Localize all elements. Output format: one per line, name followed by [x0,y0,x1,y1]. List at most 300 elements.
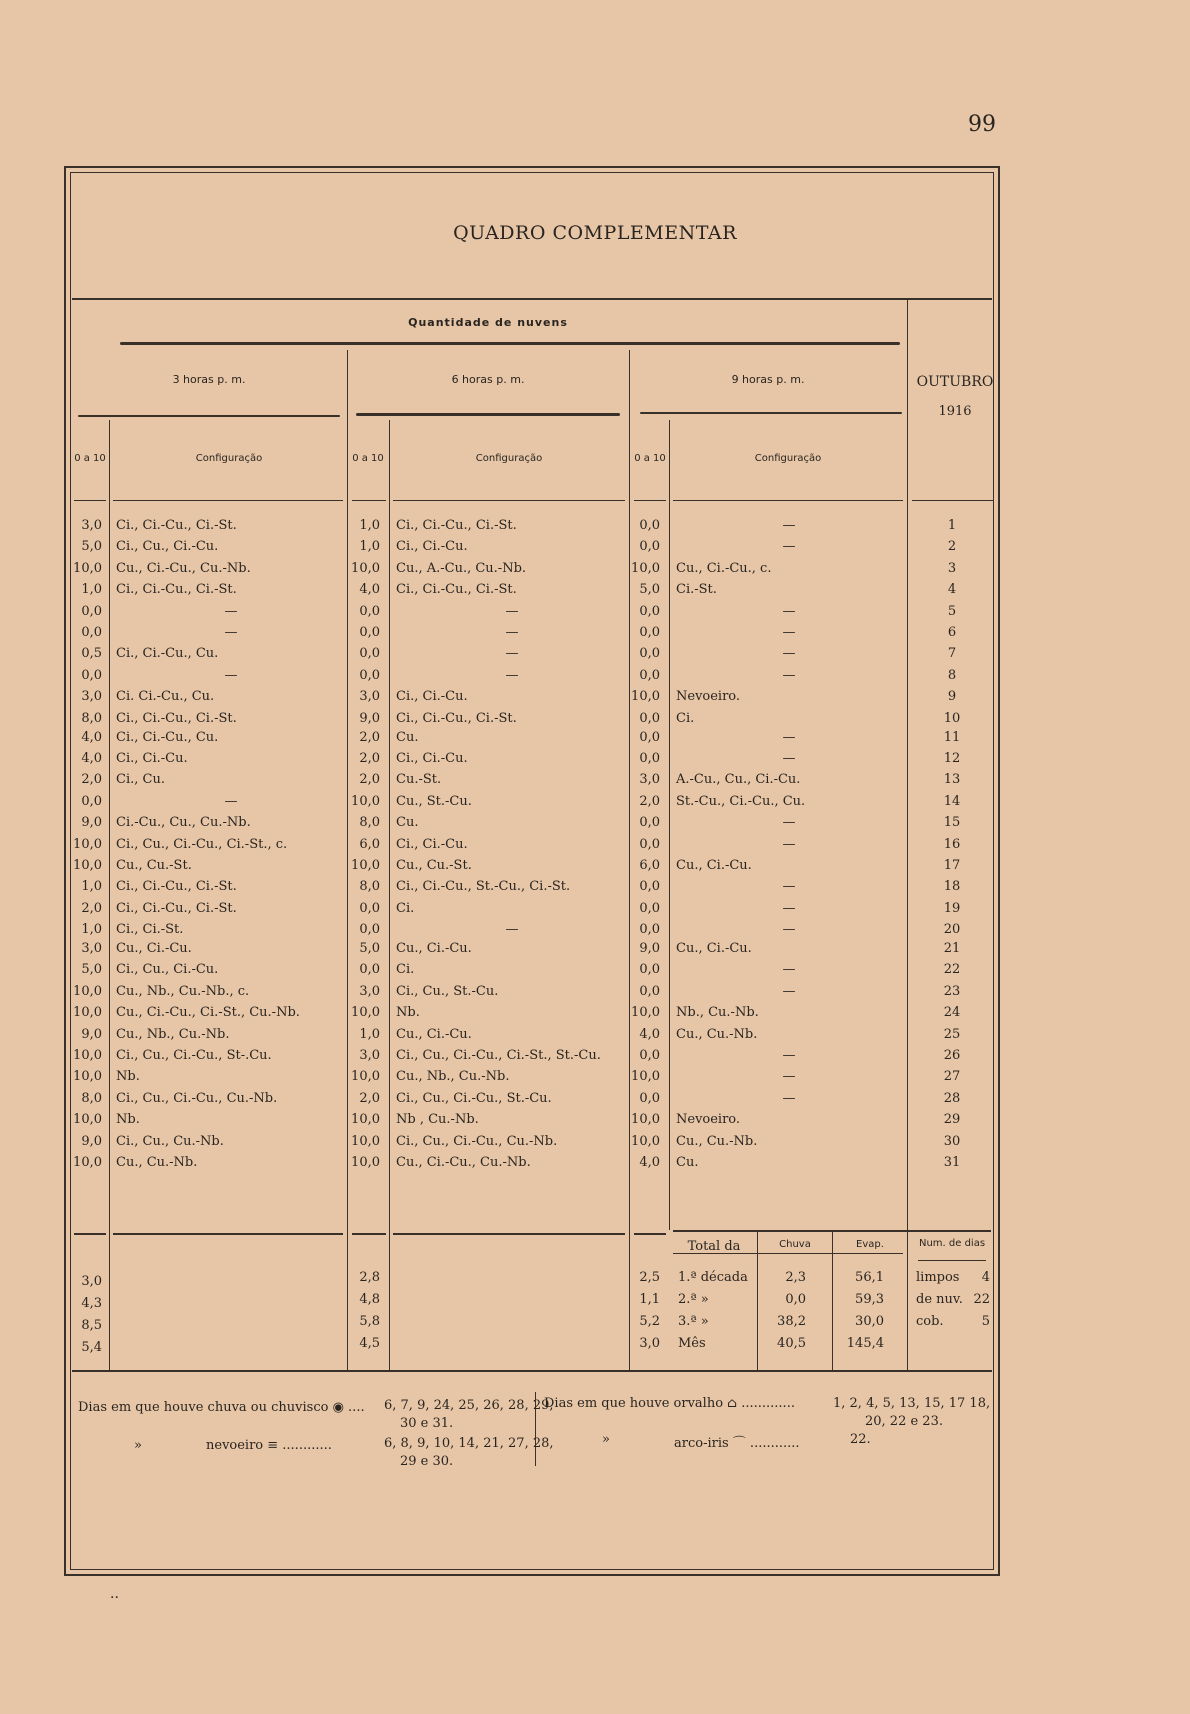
config-9pm: A.-Cu., Cu., Ci.-Cu. [676,772,801,788]
day-number: 10 [943,710,961,726]
config-9pm: — [782,879,796,895]
config-9pm: St.-Cu., Ci.-Cu., Cu. [676,793,806,809]
amount-6pm: 1,0 [359,539,380,555]
amount-3pm: 1,0 [81,922,102,938]
year-header: 1916 [938,404,972,419]
summary-6pm: 4,8 [359,1292,380,1307]
amount-9pm: 0,0 [639,879,660,895]
header-6pm: 6 horas p. m. [451,373,525,386]
summary-chuva: 2,3 [785,1270,806,1285]
day-number: 18 [943,879,961,895]
config-3pm: Cu., Cu.-Nb. [116,1155,198,1170]
summary-dias-count: 4 [981,1270,990,1285]
subhead-rule [74,500,106,501]
config-9pm: Nevoeiro. [676,689,741,705]
sub-amount-2: 0 a 10 [352,453,384,464]
amount-3pm: 9,0 [81,1026,102,1042]
table-title: QUADRO COMPLEMENTAR [453,222,737,244]
amount-9pm: 0,0 [639,1090,660,1106]
day-number: 22 [943,962,961,978]
summary-dias-label: limpos [916,1270,960,1285]
amount-3pm: 5,0 [81,539,102,555]
col-divider [109,420,110,1370]
config-6pm: Cu. [396,729,419,745]
amount-3pm: 4,0 [81,750,102,766]
amount-9pm: 10,0 [631,1112,660,1128]
col-divider [907,300,908,1370]
page-number: 99 [968,112,996,137]
day-number: 8 [947,667,957,683]
config-3pm: Cu., Nb., Cu.-Nb., c. [116,983,250,999]
amount-6pm: 3,0 [359,1048,380,1063]
day-number: 30 [943,1133,961,1149]
day-number: 9 [947,689,957,705]
config-3pm: Ci., Cu., Cu.-Nb. [116,1133,224,1149]
summary-chuva: 38,2 [777,1314,806,1329]
dias-header: Num. de dias [918,1238,986,1249]
summary-chuva: 40,5 [777,1336,806,1351]
amount-6pm: 3,0 [359,983,380,999]
day-number: 16 [943,836,961,852]
config-3pm: Ci., Ci.-St. [116,922,184,938]
config-3pm: Cu., Ci.-Cu., Cu.-Nb. [116,560,251,576]
amount-6pm: 8,0 [359,815,380,831]
config-9pm: Cu., Ci.-Cu. [676,941,752,956]
sub-config-1: Configuração [195,453,263,464]
config-6pm: Ci. [396,962,415,978]
summary-evap: 30,0 [855,1314,884,1329]
subhead-rule [634,500,666,501]
amount-6pm: 10,0 [351,1133,380,1149]
summary-rule [74,1233,106,1235]
config-9pm: — [782,539,796,555]
config-9pm: — [782,729,796,745]
config-3pm: Ci., Cu., Ci.-Cu., Cu.-Nb. [116,1090,278,1106]
config-9pm: — [782,900,796,916]
day-number: 13 [943,772,961,788]
amount-3pm: 3,0 [81,689,102,705]
amount-3pm: 3,0 [81,518,102,533]
subhead-rule [393,500,625,501]
config-9pm: Cu., Cu.-Nb. [676,1133,758,1149]
config-6pm: Ci., Ci.-Cu., Ci.-St. [396,582,517,598]
config-6pm: Cu., Ci.-Cu. [396,941,472,956]
config-6pm: Ci., Ci.-Cu., Ci.-St. [396,518,517,533]
fog-prefix: » [134,1438,142,1453]
config-3pm: Ci., Ci.-Cu., Ci.-St. [116,900,237,916]
summary-3pm: 5,4 [81,1340,102,1355]
config-6pm: Nb , Cu.-Nb. [396,1112,479,1128]
amount-6pm: 0,0 [359,922,380,938]
amount-6pm: 2,0 [359,729,380,745]
day-number: 21 [943,941,961,956]
amount-6pm: 9,0 [359,710,380,726]
col-divider [669,420,670,1230]
config-6pm: Ci., Cu., Ci.-Cu., Ci.-St., St.-Cu. [396,1048,601,1063]
config-3pm: Ci., Ci.-Cu., Ci.-St. [116,582,237,598]
group-brace [120,342,900,345]
rainbow-days-values: 22. [850,1432,871,1447]
fog-days-values: 6, 8, 9, 10, 14, 21, 27, 28, [384,1436,554,1451]
config-9pm: — [782,836,796,852]
config-6pm: Ci., Ci.-Cu. [396,836,468,852]
config-6pm: — [505,922,519,938]
config-6pm: Ci., Ci.-Cu., St.-Cu., Ci.-St. [396,879,571,895]
summary-rule [634,1233,666,1235]
page-mark: ·· [110,1590,119,1606]
amount-6pm: 10,0 [351,1005,380,1021]
config-3pm: Nb. [116,1112,140,1128]
config-3pm: Ci., Cu., Ci.-Cu. [116,539,219,555]
sub-amount-1: 0 a 10 [74,453,106,464]
header-9pm: 9 horas p. m. [731,373,805,386]
amount-6pm: 0,0 [359,646,380,662]
config-9pm: — [782,922,796,938]
config-6pm: Cu., Nb., Cu.-Nb. [396,1069,510,1085]
amount-3pm: 1,0 [81,879,102,895]
amount-3pm: 10,0 [73,836,102,852]
config-6pm: Cu., St.-Cu. [396,793,472,809]
amount-9pm: 0,0 [639,836,660,852]
amount-9pm: 10,0 [631,1005,660,1021]
amount-9pm: 0,0 [639,667,660,683]
day-number: 15 [943,815,961,831]
day-number: 23 [943,983,961,999]
amount-9pm: 3,0 [639,772,660,788]
amount-3pm: 1,0 [81,582,102,598]
config-3pm: Cu., Ci.-Cu. [116,941,192,956]
config-9pm: Ci. [676,710,695,726]
config-3pm: Ci. Ci.-Cu., Cu. [116,689,215,705]
config-3pm: Ci.-Cu., Cu., Cu.-Nb. [116,815,251,831]
config-3pm: Ci., Ci.-Cu., Ci.-St. [116,518,237,533]
config-9pm: — [782,667,796,683]
summary-9pm: 1,1 [639,1292,660,1307]
amount-9pm: 10,0 [631,1069,660,1085]
day-number: 12 [943,750,961,766]
config-9pm: Nevoeiro. [676,1112,741,1128]
month-header: OUTUBRO [916,374,994,390]
amount-6pm: 10,0 [351,793,380,809]
total-header: Total da [687,1239,741,1254]
summary-6pm: 4,5 [359,1336,380,1351]
summary-divider [832,1230,833,1370]
col-divider [389,420,390,1370]
group-header: Quantidade de nuvens [408,316,568,329]
summary-rule [352,1233,386,1235]
col-divider [347,350,348,1370]
dew-days-values: 1, 2, 4, 5, 13, 15, 17 18, [833,1396,991,1411]
amount-6pm: 10,0 [351,1155,380,1170]
dew-days-label: Dias em que houve orvalho ⌂ ............. [544,1396,795,1411]
summary-3pm: 8,5 [81,1318,102,1333]
config-9pm: — [782,962,796,978]
config-9pm: Cu., Ci.-Cu. [676,857,752,873]
config-9pm: — [782,815,796,831]
amount-3pm: 10,0 [73,1069,102,1085]
amount-9pm: 4,0 [639,1026,660,1042]
brace-9pm [640,412,902,414]
day-number: 14 [943,793,961,809]
amount-3pm: 5,0 [81,962,102,978]
amount-3pm: 10,0 [73,1005,102,1021]
day-number: 1 [947,518,957,533]
amount-9pm: 9,0 [639,941,660,956]
amount-6pm: 6,0 [359,836,380,852]
summary-period-label: Mês [678,1336,706,1351]
config-9pm: Nb., Cu.-Nb. [676,1005,759,1021]
amount-3pm: 10,0 [73,560,102,576]
config-3pm: Cu., Cu.-St. [116,857,192,873]
config-6pm: Cu., A.-Cu., Cu.-Nb. [396,560,527,576]
config-6pm: Ci., Ci.-Cu. [396,750,468,766]
config-3pm: — [224,667,238,683]
config-3pm: Ci., Ci.-Cu., Cu. [116,729,219,745]
amount-6pm: 0,0 [359,667,380,683]
config-6pm: Cu., Cu.-St. [396,857,472,873]
amount-9pm: 6,0 [639,857,660,873]
amount-6pm: 1,0 [359,1026,380,1042]
summary-period-label: 2.ª » [678,1292,709,1307]
summary-rule [393,1233,625,1235]
amount-3pm: 10,0 [73,857,102,873]
day-number: 29 [943,1112,961,1128]
config-3pm: Ci., Cu., Ci.-Cu., Ci.-St., c. [116,836,288,852]
amount-6pm: 0,0 [359,900,380,916]
amount-6pm: 10,0 [351,1069,380,1085]
day-number: 24 [943,1005,961,1021]
summary-dias-label: de nuv. [916,1292,963,1307]
config-3pm: — [224,603,238,619]
config-9pm: Cu., Ci.-Cu., c. [676,560,772,576]
config-9pm: — [782,1090,796,1106]
amount-3pm: 4,0 [81,729,102,745]
summary-3pm: 4,3 [81,1296,102,1311]
amount-9pm: 0,0 [639,1048,660,1063]
sub-config-2: Configuração [475,453,543,464]
chuva-header: Chuva [779,1239,811,1250]
amount-3pm: 10,0 [73,1112,102,1128]
amount-3pm: 9,0 [81,1133,102,1149]
brace-3pm [78,415,340,417]
config-9pm: Ci.-St. [676,582,717,598]
summary-9pm: 5,2 [639,1314,660,1329]
amount-6pm: 0,0 [359,625,380,640]
amount-9pm: 0,0 [639,962,660,978]
brace-6pm [356,413,620,416]
summary-9pm: 3,0 [639,1336,660,1351]
day-number: 4 [947,582,957,598]
summary-divider [757,1230,758,1370]
dew-days-values-cont: 20, 22 e 23. [865,1414,943,1429]
config-9pm: — [782,625,796,640]
summary-evap: 145,4 [846,1336,884,1351]
day-number: 5 [947,603,957,619]
amount-9pm: 0,0 [639,603,660,619]
config-9pm: — [782,603,796,619]
header-top-rule [72,298,992,300]
amount-6pm: 5,0 [359,941,380,956]
day-number: 27 [943,1069,961,1085]
config-6pm: Ci., Cu., St.-Cu. [396,983,499,999]
amount-3pm: 2,0 [81,900,102,916]
amount-9pm: 4,0 [639,1155,660,1170]
config-9pm: — [782,646,796,662]
config-9pm: — [782,750,796,766]
config-3pm: Ci., Ci.-Cu., Ci.-St. [116,710,237,726]
amount-3pm: 3,0 [81,941,102,956]
config-3pm: Ci., Cu., Ci.-Cu., St-.Cu. [116,1048,272,1063]
config-6pm: Cu., Ci.-Cu., Cu.-Nb. [396,1155,531,1170]
day-number: 6 [947,625,957,640]
fog-days-label: nevoeiro ≡ ............ [206,1438,332,1453]
amount-6pm: 4,0 [359,582,380,598]
amount-3pm: 8,0 [81,1090,102,1106]
summary-period-label: 1.ª década [678,1270,748,1285]
amount-6pm: 2,0 [359,750,380,766]
amount-9pm: 10,0 [631,1133,660,1149]
amount-6pm: 0,0 [359,962,380,978]
config-9pm: Cu. [676,1155,699,1170]
day-number: 28 [943,1090,961,1106]
summary-6pm: 2,8 [359,1270,380,1285]
amount-3pm: 10,0 [73,1048,102,1063]
day-number: 2 [947,539,957,555]
amount-6pm: 2,0 [359,1090,380,1106]
amount-3pm: 0,0 [81,603,102,619]
config-6pm: Ci., Ci.-Cu. [396,539,468,555]
rainbow-days-label: arco-iris ⌒ ............ [674,1436,800,1451]
amount-3pm: 0,0 [81,793,102,809]
subhead-rule [113,500,343,501]
amount-9pm: 0,0 [639,625,660,640]
amount-9pm: 0,0 [639,539,660,555]
config-6pm: Ci., Ci.-Cu. [396,689,468,705]
day-number: 7 [947,646,957,662]
config-3pm: Ci., Cu. [116,772,165,788]
amount-9pm: 0,0 [639,646,660,662]
config-3pm: Ci., Ci.-Cu. [116,750,188,766]
amount-6pm: 10,0 [351,857,380,873]
amount-9pm: 0,0 [639,710,660,726]
amount-3pm: 0,0 [81,625,102,640]
config-6pm: Ci. [396,900,415,916]
summary-period-label: 3.ª » [678,1314,709,1329]
rain-days-values: 6, 7, 9, 24, 25, 26, 28, 29, [384,1398,554,1413]
config-3pm: Ci., Cu., Ci.-Cu. [116,962,219,978]
config-3pm: Cu., Ci.-Cu., Ci.-St., Cu.-Nb. [116,1005,300,1021]
amount-9pm: 0,0 [639,900,660,916]
amount-6pm: 1,0 [359,518,380,533]
fog-days-values-cont: 29 e 30. [400,1454,454,1469]
amount-9pm: 10,0 [631,560,660,576]
rain-days-label: Dias em que houve chuva ou chuvisco ◉ .... [78,1400,365,1415]
config-6pm: Ci., Cu., Ci.-Cu., St.-Cu. [396,1090,552,1106]
day-number: 25 [943,1026,961,1042]
config-9pm: Cu., Cu.-Nb. [676,1026,758,1042]
amount-9pm: 0,0 [639,750,660,766]
subhead-rule [912,500,994,501]
day-number: 3 [947,560,957,576]
config-6pm: — [505,625,519,640]
config-6pm: Nb. [396,1005,420,1021]
summary-evap: 56,1 [855,1270,884,1285]
day-number: 17 [943,857,961,873]
amount-9pm: 0,0 [639,922,660,938]
summary-rule [113,1233,343,1235]
day-number: 26 [943,1048,961,1063]
config-3pm: Ci., Ci.-Cu., Cu. [116,646,219,662]
sub-config-3: Configuração [754,453,822,464]
header-3pm: 3 horas p. m. [172,373,246,386]
amount-3pm: 9,0 [81,815,102,831]
summary-6pm: 5,8 [359,1314,380,1329]
amount-3pm: 10,0 [73,1155,102,1170]
dias-header-rule [918,1260,986,1261]
day-number: 31 [943,1155,961,1170]
config-6pm: Cu., Ci.-Cu. [396,1026,472,1042]
amount-9pm: 10,0 [631,689,660,705]
amount-3pm: 2,0 [81,772,102,788]
table-bottom-rule [72,1370,992,1372]
amount-6pm: 10,0 [351,1112,380,1128]
summary-dias-label: cob. [916,1314,944,1329]
amount-6pm: 0,0 [359,603,380,619]
config-3pm: Ci., Ci.-Cu., Ci.-St. [116,879,237,895]
config-9pm: — [782,518,796,533]
amount-3pm: 10,0 [73,983,102,999]
amount-9pm: 0,0 [639,518,660,533]
config-9pm: — [782,1048,796,1063]
config-6pm: — [505,646,519,662]
summary-evap: 59,3 [855,1292,884,1307]
config-6pm: Cu.-St. [396,772,442,788]
amount-6pm: 10,0 [351,560,380,576]
sub-amount-3: 0 a 10 [634,453,666,464]
subhead-rule [673,500,903,501]
amount-3pm: 0,0 [81,667,102,683]
config-6pm: Cu. [396,815,419,831]
config-3pm: Nb. [116,1069,140,1085]
amount-6pm: 3,0 [359,689,380,705]
evap-header: Evap. [856,1239,884,1250]
config-3pm: — [224,793,238,809]
subhead-rule [352,500,386,501]
config-6pm: Ci., Ci.-Cu., Ci.-St. [396,710,517,726]
amount-9pm: 0,0 [639,983,660,999]
amount-3pm: 8,0 [81,710,102,726]
amount-9pm: 5,0 [639,582,660,598]
rain-days-values-cont: 30 e 31. [400,1416,454,1431]
rainbow-prefix: » [602,1432,610,1447]
config-6pm: — [505,603,519,619]
summary-dias-count: 22 [973,1292,990,1307]
config-6pm: — [505,667,519,683]
config-9pm: — [782,983,796,999]
amount-9pm: 2,0 [639,793,660,809]
day-number: 19 [943,900,961,916]
summary-chuva: 0,0 [785,1292,806,1307]
summary-9pm: 2,5 [639,1270,660,1285]
amount-6pm: 2,0 [359,772,380,788]
day-number: 20 [943,922,961,938]
config-6pm: Ci., Cu., Ci.-Cu., Cu.-Nb. [396,1133,558,1149]
summary-dias-count: 5 [981,1314,990,1329]
config-3pm: Cu., Nb., Cu.-Nb. [116,1026,230,1042]
config-3pm: — [224,625,238,640]
amount-9pm: 0,0 [639,729,660,745]
amount-3pm: 0,5 [81,646,102,662]
